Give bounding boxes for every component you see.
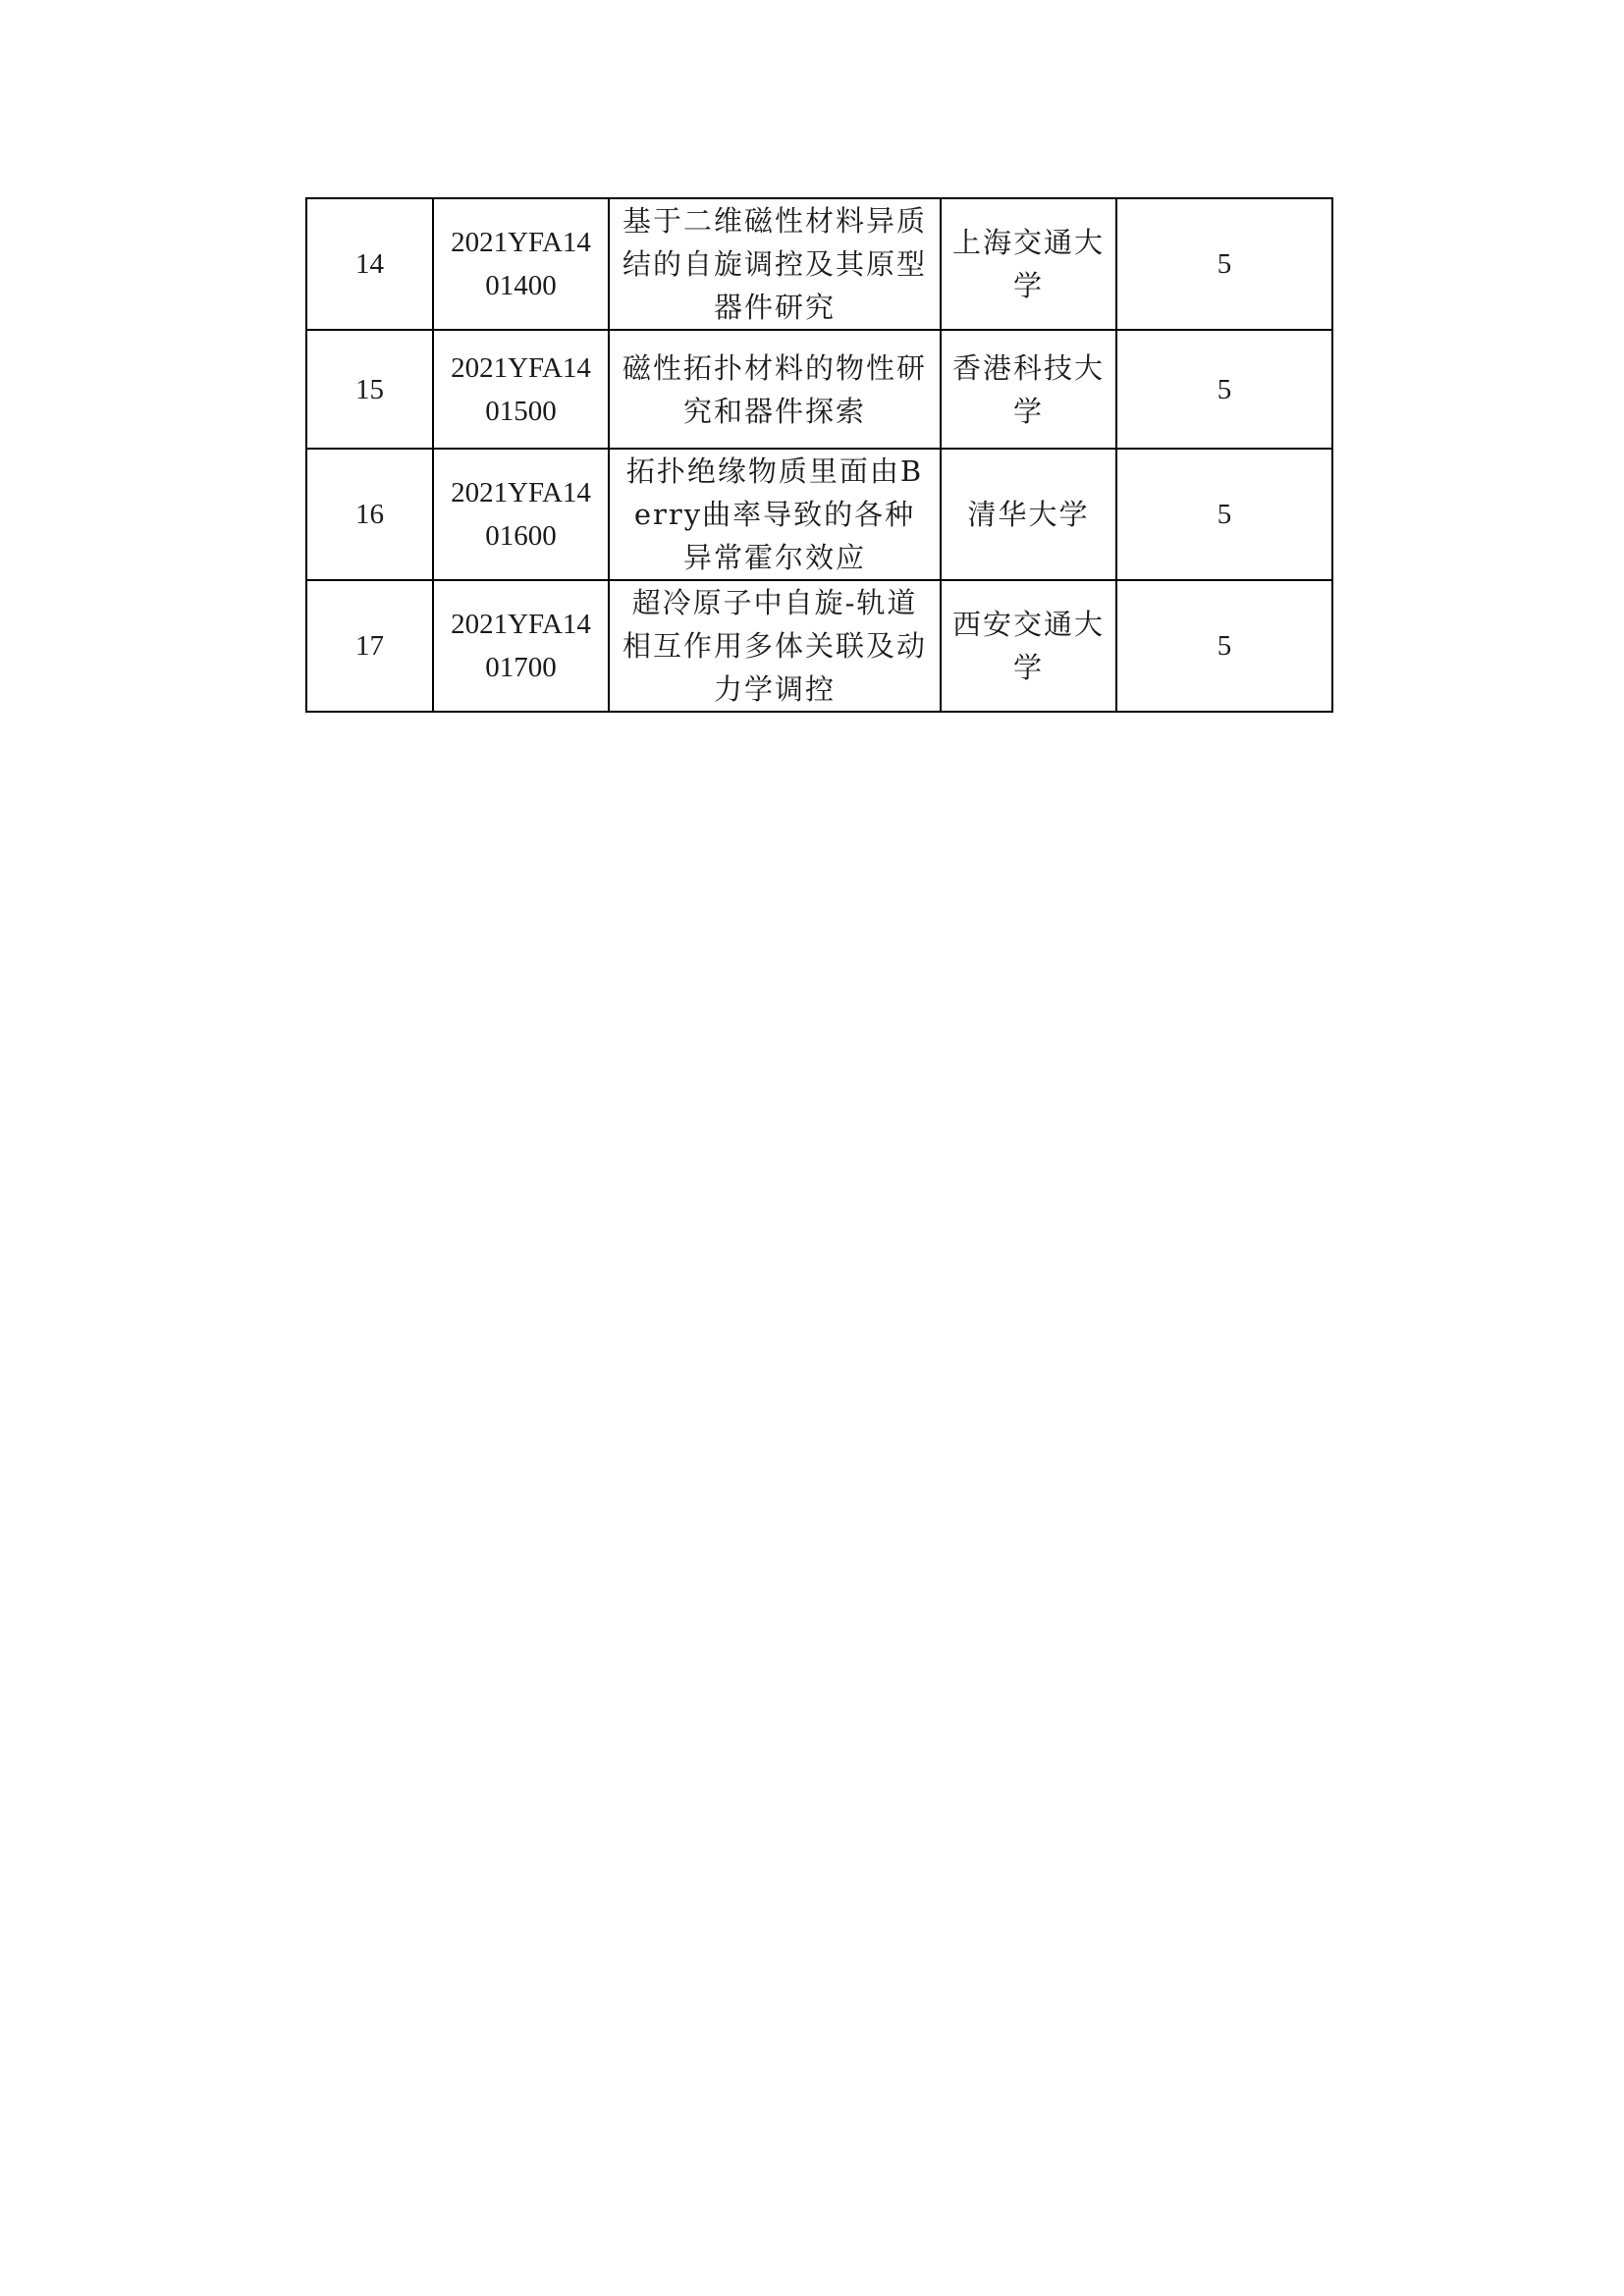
row-index: 14	[306, 198, 433, 330]
project-code	[433, 449, 609, 580]
funding-value: 5	[1116, 330, 1332, 449]
project-code-part2: 01600	[485, 520, 557, 552]
project-code-part1: 2021YFA14	[451, 609, 591, 640]
host-institution: 清华大学	[941, 449, 1116, 580]
table-row	[306, 198, 1332, 330]
table-row	[306, 580, 1332, 712]
row-index: 17	[306, 580, 433, 712]
host-institution: 香港科技大学	[941, 330, 1116, 449]
project-code	[433, 330, 609, 449]
project-name: 拓扑绝缘物质里面由Berry曲率导致的各种异常霍尔效应	[609, 449, 941, 580]
table-row	[306, 330, 1332, 449]
project-code-part1: 2021YFA14	[451, 351, 591, 384]
funding-value: 5	[1116, 198, 1332, 330]
project-table	[305, 197, 1333, 713]
row-index: 16	[306, 449, 433, 580]
project-name: 基于二维磁性材料异质结的自旋调控及其原型器件研究	[609, 198, 941, 330]
project-name: 超冷原子中自旋-轨道相互作用多体关联及动力学调控	[609, 580, 941, 712]
project-name: 磁性拓扑材料的物性研究和器件探索	[609, 330, 941, 449]
project-code-part2: 01700	[485, 652, 557, 683]
host-institution: 上海交通大学	[941, 198, 1116, 330]
funding-value: 5	[1116, 580, 1332, 712]
project-code-part1: 2021YFA14	[451, 477, 591, 508]
project-code-part2: 01500	[485, 395, 557, 427]
project-code	[433, 580, 609, 712]
project-code-part2: 01400	[485, 270, 557, 301]
table-row	[306, 449, 1332, 580]
host-institution: 西安交通大学	[941, 580, 1116, 712]
project-code	[433, 198, 609, 330]
project-code-part1: 2021YFA14	[451, 227, 591, 258]
funding-value: 5	[1116, 449, 1332, 580]
row-index: 15	[306, 330, 433, 449]
